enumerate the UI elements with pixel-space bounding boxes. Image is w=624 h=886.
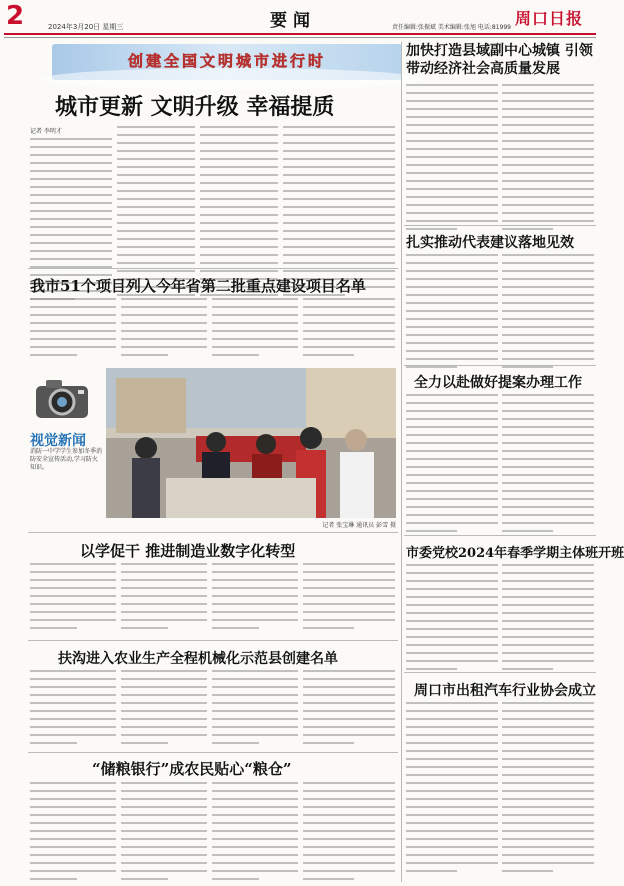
- article-body-deputies-col1: [406, 254, 498, 374]
- headline-party-school: 市委党校2024年春季学期主体班开班: [406, 546, 624, 561]
- headline-mechanization: 扶沟进入农业生产全程机械化示范县创建名单: [58, 651, 338, 667]
- camera-icon: [32, 376, 96, 422]
- dateline: 2024年3月20日 星期三: [48, 23, 124, 31]
- divider: [28, 268, 398, 269]
- article-body-taxi-col2: [502, 702, 594, 878]
- article-body-mechanization-col3: [212, 670, 298, 750]
- headline-deputies-proposals: 扎实推动代表建议落地见效: [406, 235, 574, 251]
- byline-urban: 记者 李明才: [30, 128, 62, 135]
- divider: [28, 532, 398, 533]
- divider: [404, 365, 596, 366]
- article-body-manufacturing-col3: [212, 563, 298, 635]
- article-body-grain-col2: [121, 782, 207, 886]
- article-body-grain-col3: [212, 782, 298, 886]
- headline-grain-bank: “储粮银行”成农民贴心“粮仓”: [92, 760, 292, 778]
- article-body-manufacturing-col1: [30, 563, 116, 635]
- article-body-mechanization-col2: [121, 670, 207, 750]
- newspaper-logo: 周口日报: [515, 9, 584, 28]
- visual-news-label: 视觉新闻: [30, 433, 86, 449]
- photo-credit: 记者 张宝琳 通讯员 彭雪 摄: [322, 522, 396, 529]
- article-body-county-col2: [502, 84, 594, 236]
- article-body-projects-col2: [121, 298, 207, 362]
- column-divider: [401, 42, 402, 882]
- headline-county-center: 加快打造县域副中心城镇 引领带动经济社会高质量发展: [406, 43, 593, 77]
- article-body-proposals-col2: [502, 394, 594, 538]
- article-body-mechanization-col1: [30, 670, 116, 750]
- photo-caption: 消防一中学学生参加冬季消防安全宣传活动,学习防火知识。: [30, 448, 103, 471]
- article-body-taxi-col1: [406, 702, 498, 878]
- page-number: 2: [6, 1, 25, 31]
- headline-manufacturing: 以学促干 推进制造业数字化转型: [80, 542, 296, 560]
- article-body-projects-col1: [30, 298, 116, 362]
- article-body-mechanization-col4: [303, 670, 395, 750]
- divider: [28, 752, 398, 753]
- editor-credits: 责任编辑:张振斌 美术编辑:张旭 电话:81999: [392, 24, 511, 31]
- article-body-party-school-col1: [406, 564, 498, 676]
- banner-title: 创建全国文明城市进行时: [127, 52, 326, 70]
- article-body-county-col1: [406, 84, 498, 236]
- article-body-grain-col4: [303, 782, 395, 886]
- article-body-projects-col3: [212, 298, 298, 362]
- divider: [404, 535, 596, 536]
- divider: [404, 672, 596, 673]
- masthead-rule-thin: [4, 37, 596, 38]
- article-body-deputies-col2: [502, 254, 594, 374]
- article-body-projects-col4: [303, 298, 395, 362]
- headline-urban-renewal: 城市更新 文明升级 幸福提质: [55, 94, 335, 120]
- news-photo: [106, 368, 396, 518]
- article-body-manufacturing-col2: [121, 563, 207, 635]
- divider: [404, 225, 596, 226]
- campaign-banner: [52, 44, 402, 80]
- headline-taxi-association: 周口市出租汽车行业协会成立: [414, 683, 596, 699]
- masthead-rule: [4, 33, 596, 35]
- article-body-party-school-col2: [502, 564, 594, 676]
- banner-decoration: [42, 68, 422, 90]
- headline-key-projects: 我市51个项目列入今年省第二批重点建设项目名单: [30, 277, 366, 295]
- article-body-proposals-col1: [406, 394, 498, 538]
- section-title: 要闻: [270, 11, 316, 31]
- headline-proposals: 全力以赴做好提案办理工作: [414, 375, 582, 391]
- article-body-grain-col1: [30, 782, 116, 886]
- article-body-manufacturing-col4: [303, 563, 395, 635]
- divider: [28, 640, 398, 641]
